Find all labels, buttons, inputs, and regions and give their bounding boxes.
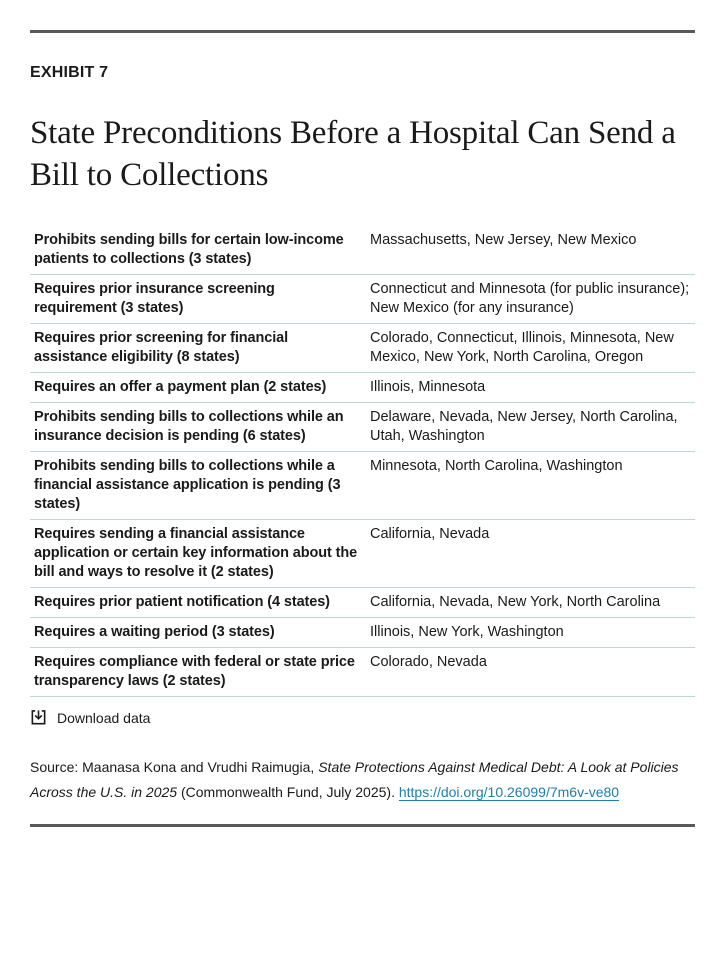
precondition-cell: Requires prior insurance screening requirement (3 states) <box>34 281 275 316</box>
download-data-button[interactable] <box>30 709 150 726</box>
states-cell: Minnesota, North Carolina, Washington <box>370 458 623 474</box>
page-title: State Preconditions Before a Hospital Can Send a Bill to Collections <box>30 115 676 193</box>
precondition-cell: Requires a waiting period (3 states) <box>34 624 275 640</box>
precondition-cell: Prohibits sending bills to collections while a financial assistance application is pending (3 states) <box>34 458 341 512</box>
states-cell: California, Nevada <box>370 526 490 542</box>
table-row <box>30 373 695 403</box>
source-report-title: State Protections Against Medical Debt: A Look at Policies Across the U.S. in 2025 <box>30 759 679 800</box>
precondition-cell: Requires an offer a payment plan (2 states) <box>34 379 327 395</box>
table-row <box>30 324 695 373</box>
doi-link[interactable]: https://doi.org/10.26099/7m6v-ve80 <box>398 784 620 800</box>
source-note <box>30 755 695 805</box>
table-row <box>30 618 695 648</box>
source-suffix: (Commonwealth Fund, July 2025). <box>177 784 399 800</box>
table-row <box>30 403 695 452</box>
exhibit-page <box>0 30 725 964</box>
preconditions-table <box>30 226 695 697</box>
table-row <box>30 588 695 618</box>
states-cell: Illinois, New York, Washington <box>370 624 564 640</box>
states-cell: Illinois, Minnesota <box>370 379 486 395</box>
table-row <box>30 520 695 588</box>
table-row <box>30 452 695 520</box>
states-cell: Colorado, Nevada <box>370 654 487 670</box>
precondition-cell: Requires sending a financial assistance application or certain key information about the bill and ways to resolve it (2 states) <box>34 526 358 580</box>
states-cell: Delaware, Nevada, New Jersey, North Carolina, Utah, Washington <box>370 409 678 444</box>
states-cell: Connecticut and Minnesota (for public insurance); New Mexico (for any insurance) <box>370 281 690 316</box>
precondition-cell: Prohibits sending bills to collections while an insurance decision is pending (6 states) <box>34 409 344 444</box>
source-prefix: Source: Maanasa Kona and Vrudhi Raimugia, <box>30 759 319 775</box>
download-label: Download data <box>57 709 151 726</box>
top-divider <box>30 30 695 33</box>
table-row <box>30 648 695 697</box>
download-icon <box>30 709 47 726</box>
exhibit-label: EXHIBIT 7 <box>30 64 109 81</box>
table-row <box>30 226 695 275</box>
precondition-cell: Requires prior screening for financial assistance eligibility (8 states) <box>34 330 289 365</box>
states-cell: Massachusetts, New Jersey, New Mexico <box>370 232 637 248</box>
precondition-cell: Requires compliance with federal or state price transparency laws (2 states) <box>34 654 355 689</box>
bottom-divider <box>30 824 695 827</box>
precondition-cell: Requires prior patient notification (4 states) <box>34 594 330 610</box>
precondition-cell: Prohibits sending bills for certain low-income patients to collections (3 states) <box>34 232 344 267</box>
states-cell: Colorado, Connecticut, Illinois, Minnesota, New Mexico, New York, North Carolina, Oregon <box>370 330 674 365</box>
table-row <box>30 275 695 324</box>
states-cell: California, Nevada, New York, North Carolina <box>370 594 661 610</box>
